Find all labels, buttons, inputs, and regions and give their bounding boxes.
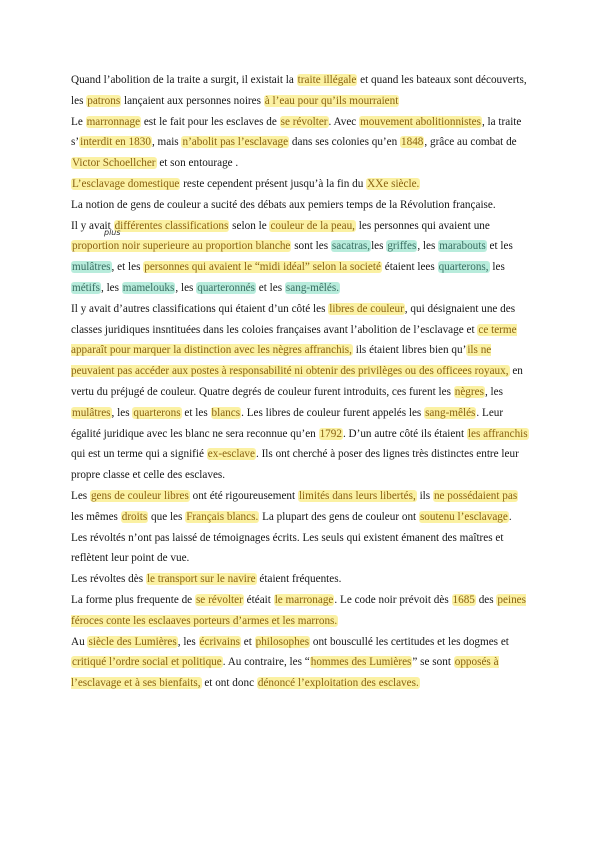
highlight-phrase: limités dans leurs libertés, [298,489,416,502]
paragraph [71,112,531,174]
text-run: . Au contraire, les “ [222,656,310,669]
text-run: La forme plus frequente de [71,593,195,606]
highlight-phrase: sang-mêlés [425,406,476,419]
text-run: est le fait pour les esclaves de [141,115,280,128]
text-run: étaient lees [381,261,438,274]
highlight-phrase: ce terme apparaît pour marquer la distinction avec les nègres affranchis, [71,323,517,357]
highlight-term: métifs [72,281,100,294]
highlight-phrase: XXe siècle. [367,177,420,190]
text-run: , les [111,406,133,419]
highlight-phrase: mouvement abolitionnistes [360,115,481,128]
text-run: . Leur égalité juridique avec les blanc ne sera reconnue qu’en [71,406,504,440]
highlight-term: quarterons, [438,261,489,274]
text-run: et les [256,281,285,294]
highlight-phrase: marronnage [86,115,141,128]
text-run: ils [416,489,433,502]
text-run: . [508,510,512,523]
highlight-phrase: n’abolit pas l’esclavage [182,136,289,149]
highlight-phrase: 1848 [401,136,424,149]
highlight-phrase: interdit en 1830 [80,136,151,149]
handwritten-annotation: plus [104,228,121,237]
text-run: en vertu du préjugé de couleur. Quatre degrés de couleur furent introduits, ces furent les [71,365,523,398]
text-run: , les [100,281,122,294]
highlight-phrase: 1685 [452,593,475,606]
text-run: Quand l’abolition de la traite a surgit, il existait la [71,74,297,86]
text-run: ont été rigoureusement [189,489,298,502]
highlight-phrase: le transport sur le navire [146,573,256,586]
highlight-phrase: 1792 [319,427,342,440]
text-run: Il y avait [71,219,114,232]
text-run: et quand les bateaux sont découverts, les [71,74,527,107]
text-run: et [240,635,255,648]
highlight-phrase: Français blancs. [186,510,259,523]
text-run: Les [71,489,90,502]
highlight-phrase: couleur de la peau, [270,219,355,232]
highlight-phrase: droits [121,510,148,523]
text-run: , et les [111,261,144,274]
highlight-phrase: ils ne peuvaient pas accéder aux postes à responsabilité ni obtenir des privilèges ou des officees royaux, [71,344,509,378]
text-run: , les [417,240,439,253]
text-run: ont bouscullé les certitudes et les dogmes et [310,635,509,648]
text-run: étaient fréquentes. [256,573,342,586]
highlight-phrase: gens de couleur libres [90,489,189,502]
highlight-phrase: hommes des Lumières [310,656,412,669]
text-run: les mêmes [71,510,121,523]
highlight-phrase: quarterons [133,406,181,419]
paragraph [71,569,531,590]
text-run: Le [71,115,86,128]
text-run: des [475,593,497,606]
text-run: que les [148,510,186,523]
text-run: La plupart des gens de couleur ont [259,510,419,523]
paragraph [71,216,531,299]
text-run: Au [71,635,88,648]
text-run: et son entourage . [156,157,239,170]
text-run: et les [486,240,513,253]
text-run: , qui désignaient une des classes juridiques insntituées dans les coloies françaises avant l’abolition de l’esclavage et [71,302,516,336]
text-run: . Ils ont cherché à poser des lignes très distinctes entre leur propre classe et celle des esclaves. [71,448,519,482]
highlight-term: quarteronnés [197,281,255,294]
highlight-term: griffes [387,240,417,253]
highlight-phrase: proportion noir superieure au proportion blanche [72,240,291,253]
highlight-term: mulâtres [72,261,111,274]
highlight-phrase: les affranchis [467,427,528,440]
highlight-phrase: peines féroces conte les esclaaves porteurs d’armes et les marrons. [71,593,526,627]
text-run: , grâce au combat de [424,136,517,149]
highlight-phrase: siècle des Lumières [88,635,177,648]
highlight-phrase: ex-esclave [207,448,255,461]
text-run: étéait [243,593,274,606]
text-run: qui est un terme qui a signifié [71,448,207,461]
highlight-phrase: différentes classifications [114,219,229,232]
highlight-phrase: blancs [211,406,241,419]
paragraph [71,195,531,216]
text-run: reste cependent présent jusqu’à la fin du [180,177,367,190]
text-run: lançaient aux personnes noires [121,94,264,107]
paragraph [71,70,531,112]
highlight-term: sacatras, [331,240,371,253]
paragraph [71,299,531,486]
text-run: selon le [229,219,270,232]
highlight-phrase: L’esclavage domestique [72,177,180,190]
text-run: . D’un autre côté ils étaient [342,427,467,440]
highlight-phrase: mulâtres [72,406,111,419]
highlight-phrase: nègres [454,385,484,398]
highlight-phrase: opposés à l’esclavage et à ses bienfaits, [71,656,499,690]
paragraph [71,486,531,528]
highlight-phrase: personnes qui avaient le “midi idéal” selon la societé [144,261,381,274]
document-body [71,70,531,694]
text-run: les personnes qui avaient une [355,219,490,232]
highlight-phrase: se révolter [280,115,328,128]
highlight-phrase: philosophes [255,635,310,648]
highlight-phrase: soutenu l’esclavage [419,510,508,523]
paragraph [71,632,531,694]
text-run: les [489,261,505,274]
highlight-phrase: écrivains [199,635,240,648]
text-run: Il y avait d’autres classifications qui étaient d’un côté les [71,302,329,315]
paragraph [71,174,531,195]
highlight-phrase: critiqué l’ordre social et politique [72,656,222,669]
highlight-phrase: patrons [87,94,121,107]
highlight-phrase: ne possédaient pas [433,489,518,502]
highlight-phrase: Victor Schoellcher [72,157,156,170]
text-run: les [371,240,387,253]
text-run: . Les libres de couleur furent appelés les [241,406,425,419]
text-run: ” se sont [412,656,454,669]
text-run: , les [484,385,503,398]
highlight-term: marabouts [439,240,486,253]
highlight-phrase: le marronage [274,593,334,606]
paragraph [71,590,531,632]
text-run: dans ses colonies qu’en [289,136,401,149]
text-run: Les révoltes dès [71,573,146,586]
highlight-phrase: se révolter [195,593,243,606]
paragraph [71,528,531,570]
highlight-phrase: dénoncé l’exploitation des esclaves. [257,677,419,690]
text-run: et les [181,406,211,419]
text-run: , mais [151,136,182,149]
text-run: et ont donc [201,677,257,690]
highlight-term: sang-mêlés. [285,281,340,294]
text-run: sont les [291,240,331,253]
highlight-phrase: libres de couleur [329,302,404,315]
text-run: La notion de gens de couleur a sucité des débats aux pemiers temps de la Révolution française. [71,198,496,211]
text-run: , la traite s’ [71,115,522,149]
highlight-term: mamelouks [122,281,175,294]
text-run: ils étaient libres bien qu’ [352,344,467,357]
text-run: . Avec [328,115,360,128]
highlight-phrase: traite illégale [297,74,357,86]
text-run: . Le code noir prévoit dès [334,593,452,606]
text-run: Les révoltés n’ont pas laissé de témoignages écrits. Les seuls qui existent émanent des maîtres et reflètent leur point de vue. [71,531,504,565]
text-run: , les [175,281,197,294]
highlight-phrase: à l’eau pour qu’ils mourraient [264,94,399,107]
text-run: , les [177,635,199,648]
